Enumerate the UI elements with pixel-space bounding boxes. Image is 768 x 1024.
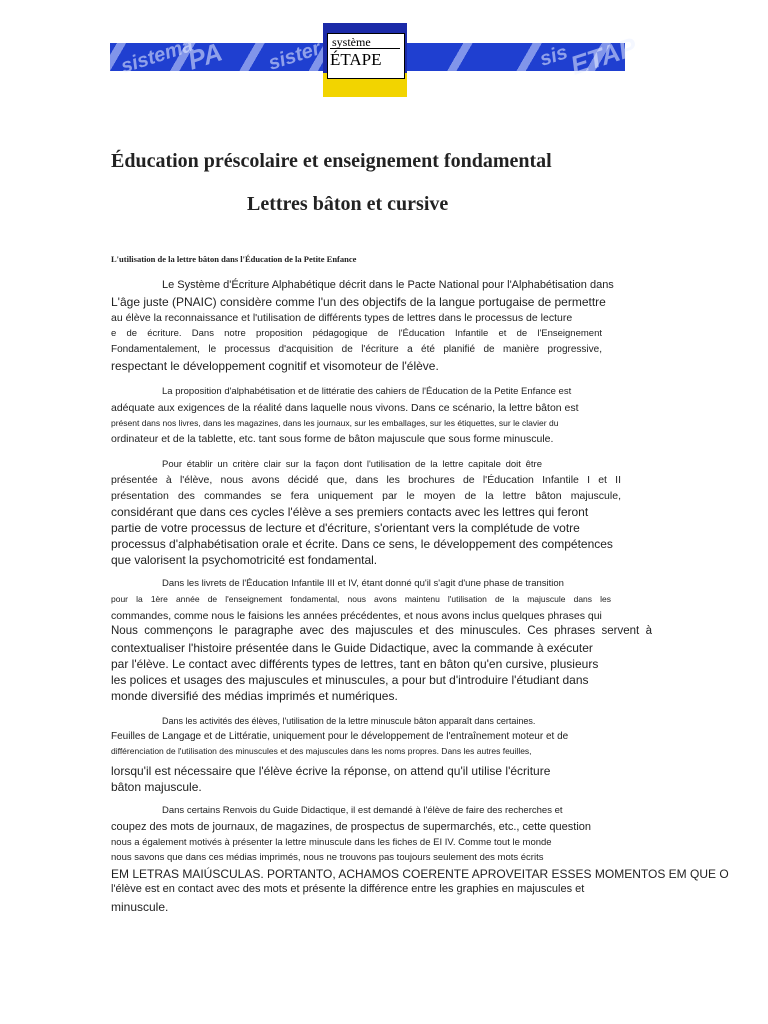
page-title: Éducation préscolaire et enseignement fondamental xyxy=(111,150,552,172)
text-line: nous a également motivés à présenter la lettre minuscule dans les fiches de EI IV. Comme tout le monde xyxy=(111,837,552,848)
text-line: Fondamentalement, le processus d'acquisition de l'écriture a été planifié de manière progressive, xyxy=(111,344,602,355)
systeme-etape-logo xyxy=(323,23,407,97)
banner-word: sistema xyxy=(118,34,196,78)
text-line: processus d'alphabétisation orale et écrite. Dans ce sens, le développement des compétences xyxy=(111,537,613,551)
text-line: pour la 1ère année de l'enseignement fondamental, nous avons maintenu l'utilisation de la majuscule dans les xyxy=(111,594,611,604)
text-line: commandes, comme nous le faisions les années précédentes, et nous avons inclus quelques phrases qui xyxy=(111,610,602,622)
text-line: e de écriture. Dans notre proposition pédagogique de l'Éducation Infantile et de l'Enseignement xyxy=(111,328,602,339)
text-line: Dans certains Renvois du Guide Didactique, il est demandé à l'élève de faire des recherches et xyxy=(162,805,563,816)
banner-word: ETAP xyxy=(566,31,641,81)
text-line: EM LETRAS MAIÚSCULAS. PORTANTO, ACHAMOS COERENTE APROVEITAR ESSES MOMENTOS EM QUE O xyxy=(111,867,729,881)
text-line: l'élève est en contact avec des mots et présente la différence entre les graphies en majuscules et xyxy=(111,883,585,895)
text-line: minuscule. xyxy=(111,900,169,914)
text-line: les polices et usages des majuscules et minuscules, a pour but d'introduire l'étudiant dans xyxy=(111,673,589,687)
text-line: Nous commençons le paragraphe avec des majuscules et des minuscules. Ces phrases servent à xyxy=(111,625,652,637)
banner-word: sis xyxy=(537,41,571,71)
text-line: ordinateur et de la tablette, etc. tant sous forme de bâton majuscule que sous forme minuscule. xyxy=(111,433,554,445)
text-line: par l'élève. Le contact avec différents types de lettres, tant en bâton qu'en cursive, plusieurs xyxy=(111,657,599,671)
text-line: considérant que dans ces cycles l'élève a ses premiers contacts avec les lettres qui feront xyxy=(111,505,589,519)
text-line: présentée à l'élève, nous avons décidé que, dans les brochures de l'Éducation Infantile I et II xyxy=(111,474,621,486)
text-line: présent dans nos livres, dans les magazines, dans les journaux, sur les emballages, sur les étiquettes, sur le clavier du xyxy=(111,418,559,428)
text-line: Dans les livrets de l'Éducation Infantile III et IV, étant donné qu'il s'agit d'une phase de transition xyxy=(162,578,564,589)
text-line: contextualiser l'histoire présentée dans le Guide Didactique, avec la commande à exécuter xyxy=(111,641,593,655)
section-subtitle: L'utilisation de la lettre bâton dans l'Éducation de la Petite Enfance xyxy=(111,254,357,264)
text-line: lorsqu'il est nécessaire que l'élève écrive la réponse, on attend qu'il utilise l'écriture xyxy=(111,764,551,778)
text-line: Pour établir un critère clair sur la façon dont l'utilisation de la lettre capitale doit être xyxy=(162,459,542,470)
text-line: L'âge juste (PNAIC) considère comme l'un des objectifs de la langue portugaise de permettre xyxy=(111,295,606,309)
text-line: au élève la reconnaissance et l'utilisation de différents types de lettres dans le processus de lecture xyxy=(111,312,573,324)
banner-word: PA xyxy=(184,36,226,76)
page-heading: Lettres bâton et cursive xyxy=(247,193,449,215)
text-line: monde diversifié des médias imprimés et numériques. xyxy=(111,689,398,703)
text-line: Feuilles de Langage et de Littératie, uniquement pour le développement de l'entraînement moteur et de xyxy=(111,731,569,742)
text-line: La proposition d'alphabétisation et de littératie des cahiers de l'Éducation de la Petite Enfance est xyxy=(162,386,572,397)
text-line: Dans les activités des élèves, l'utilisation de la lettre minuscule bâton apparaît dans certaines. xyxy=(162,716,536,726)
text-line: respectant le développement cognitif et visomoteur de l'élève. xyxy=(111,359,439,373)
logo-box xyxy=(327,33,405,79)
text-line: différenciation de l'utilisation des minuscules et des majuscules dans les noms propres. Dans les autres feuilles, xyxy=(111,746,532,756)
text-line: bâton majuscule. xyxy=(111,780,202,794)
text-line: nous savons que dans ces médias imprimés, nous ne trouvons pas toujours seulement des mots écrits xyxy=(111,852,544,863)
text-line: que valorisent la psychomotricité est fondamental. xyxy=(111,553,378,567)
logo-line-2: ÉTAPE xyxy=(330,48,400,70)
logo-line-1: système xyxy=(332,35,371,49)
text-line: coupez des mots de journaux, de magazines, de prospectus de supermarchés, etc., cette question xyxy=(111,821,591,833)
text-line: Le Système d'Écriture Alphabétique décrit dans le Pacte National pour l'Alphabétisation dans xyxy=(162,279,614,291)
text-line: adéquate aux exigences de la réalité dans laquelle nous vivons. Dans ce scénario, la lettre bâton est xyxy=(111,402,579,414)
text-line: présentation des commandes se fera uniquement par le moyen de la lettre bâton majuscule, xyxy=(111,490,621,502)
text-line: partie de votre processus de lecture et d'écriture, s'orientant vers la complétude de votre xyxy=(111,521,580,535)
banner-word: sister xyxy=(265,37,324,75)
